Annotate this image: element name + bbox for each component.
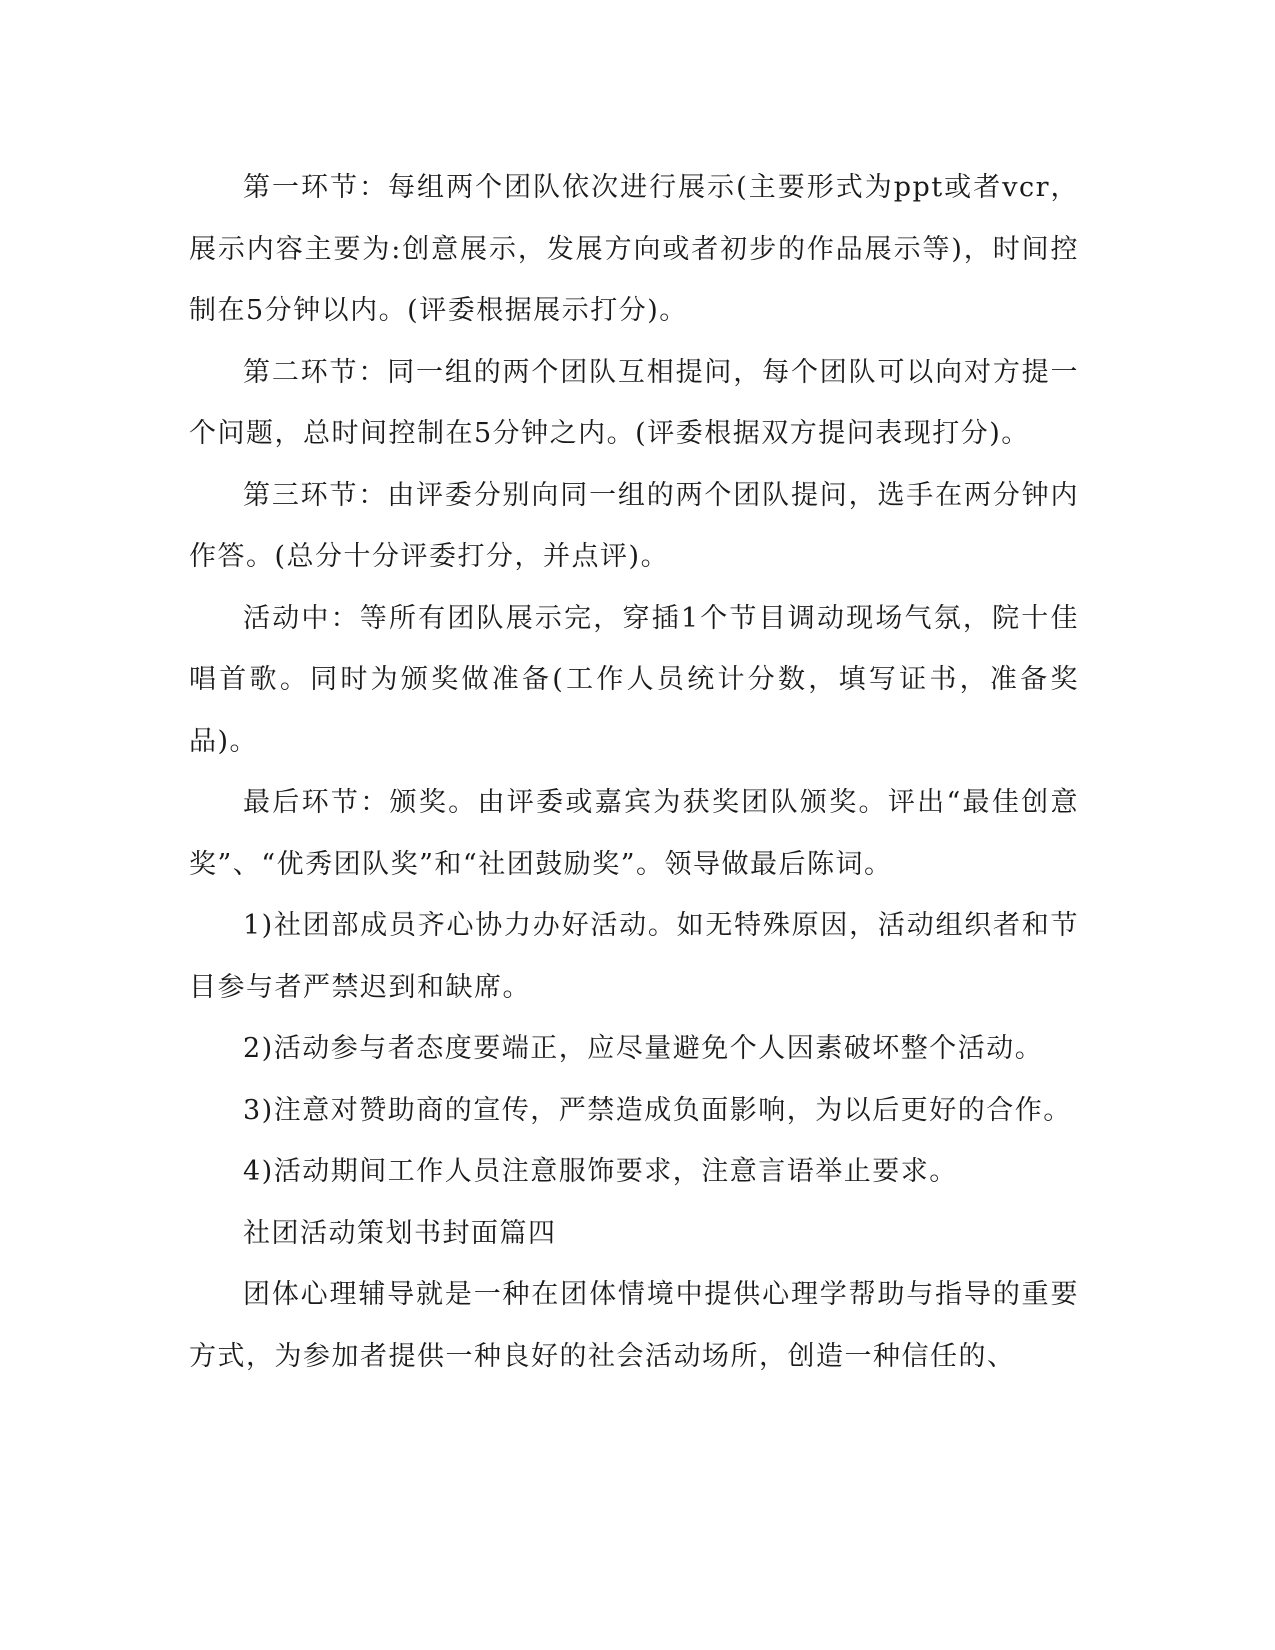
paragraph-group-counseling: 团体心理辅导就是一种在团体情境中提供心理学帮助与指导的重要方式，为参加者提供一种良好的社会活动场所，创造一种信任的、 [189,1279,1079,1372]
paragraph-final-stage: 最后环节：颁奖。由评委或嘉宾为获奖团队颁奖。评出“最佳创意奖”、“优秀团队奖”和“社团鼓励奖”。领导做最后陈词。 [189,787,1079,880]
paragraph-note-3: 3)注意对赞助商的宣传，严禁造成负面影响，为以后更好的合作。 [243,1094,1072,1126]
paragraph-stage-three: 第三环节：由评委分别向同一组的两个团队提问，选手在两分钟内作答。(总分十分评委打分，并点评)。 [189,479,1079,572]
paragraph-stage-one: 第一环节：每组两个团队依次进行展示(主要形式为ppt或者vcr，展示内容主要为:创意展示，发展方向或者初步的作品展示等)，时间控制在5分钟以内。(评委根据展示打分)。 [189,172,1079,326]
section-heading: 社团活动策划书封面篇四 [243,1217,557,1249]
document-body [189,157,1079,1387]
paragraph-during-activity: 活动中：等所有团队展示完，穿插1个节目调动现场气氛，院十佳唱首歌。同时为颁奖做准备(工作人员统计分数，填写证书，准备奖品)。 [189,602,1079,757]
paragraph-stage-two: 第二环节：同一组的两个团队互相提问，每个团队可以向对方提一个问题，总时间控制在5分钟之内。(评委根据双方提问表现打分)。 [189,356,1079,449]
paragraph-note-4: 4)活动期间工作人员注意服饰要求，注意言语举止要求。 [243,1156,958,1187]
paragraph-note-2: 2)活动参与者态度要端正，应尽量避免个人因素破坏整个活动。 [243,1033,1044,1064]
paragraph-note-1: 1)社团部成员齐心协力办好活动。如无特殊原因，活动组织者和节目参与者严禁迟到和缺席。 [189,910,1079,1003]
